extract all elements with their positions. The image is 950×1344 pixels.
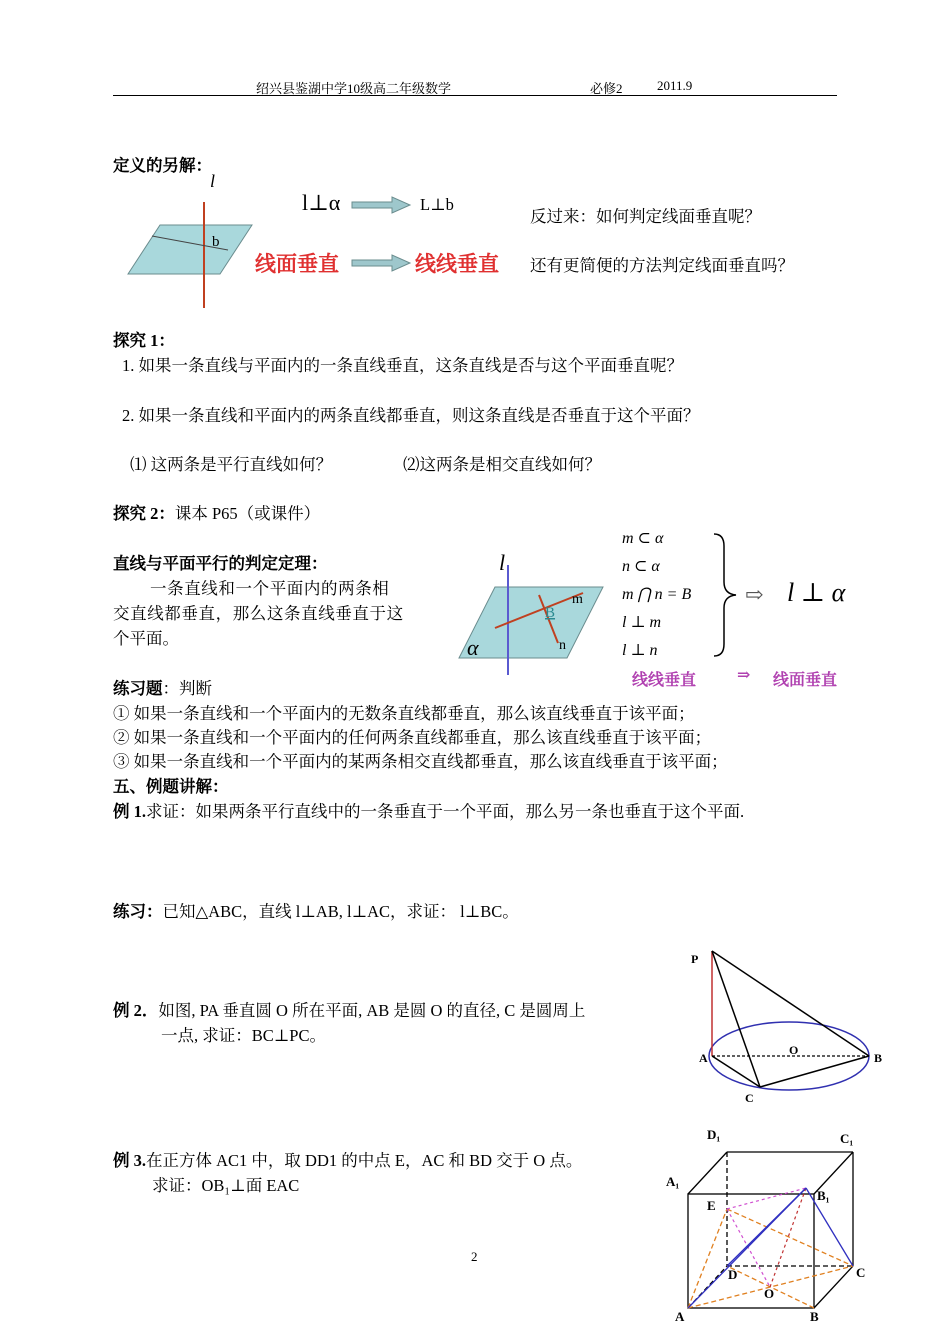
cube-figure <box>660 1122 875 1344</box>
example-1 <box>113 798 744 822</box>
fig2-C: C <box>745 1091 754 1105</box>
question-2: 还有更简便的方法判定线面垂直吗？ <box>530 256 794 275</box>
fig-b-label: b <box>212 234 220 250</box>
ex1-label: 例 1. <box>113 802 146 821</box>
theorem-fig-alpha: α <box>467 635 479 660</box>
fig3-O: O <box>764 1286 775 1301</box>
examples-title: 五、例题讲解： <box>113 777 229 796</box>
fig3-B1: B₁ <box>817 1188 830 1203</box>
theorem-fig-m: m <box>572 592 583 607</box>
implies-arrow-icon: ⇨ <box>745 582 764 607</box>
ex3-line2: 求证：OB₁⊥面 EAC <box>152 1176 300 1195</box>
fig3-B: B <box>810 1309 819 1324</box>
practice-example <box>113 898 519 922</box>
practice-heading <box>113 675 212 699</box>
header-rule <box>113 95 837 96</box>
ex1-text: 求证：如果两条平行直线中的一条垂直于一个平面，那么另一条也垂直于这个平面. <box>146 802 745 821</box>
header-book: 必修2 <box>590 81 623 96</box>
practice-3: ③ 如果一条直线和一个平面内的某两条相交直线都垂直，那么该直线垂直于该平面； <box>113 752 728 771</box>
ex3-line1: 在正方体 AC1 中，取 DD1 的中点 E，AC 和 BD 交于 O 点。 <box>146 1151 583 1170</box>
plane-line-figure <box>120 170 260 310</box>
section1-title: 定义的另解： <box>113 156 212 175</box>
red-right-text: 线线垂直 <box>415 252 499 276</box>
header-school: 绍兴县鉴湖中学10级高二年级数学 <box>256 81 452 96</box>
fig3-A: A <box>675 1309 685 1324</box>
pur-right: 线面垂直 <box>773 672 838 689</box>
cond-3: m ⋂ n = B <box>622 586 692 603</box>
ex2-line1: 如图, PA 垂直圆 O 所在平面, AB 是圆 O 的直径, C 是圆周上 <box>158 1001 586 1020</box>
explore1-item1: 1. 如果一条直线与平面内的一条直线垂直，这条直线是否与这个平面垂直呢？ <box>122 356 683 375</box>
page-number: 2 <box>471 1249 478 1264</box>
arrow-icon-2 <box>350 254 412 272</box>
practice-example-text: 已知△ABC，直线 l⊥AB, l⊥AC，求证： l⊥BC。 <box>162 902 519 921</box>
formula-right: L⊥b <box>420 195 454 214</box>
practice-judge: ：判断 <box>162 679 212 698</box>
theorem-fig-l: l <box>499 550 506 575</box>
formula-left-text: l⊥α <box>302 190 341 215</box>
fig3-E: E <box>707 1198 716 1213</box>
fig3-D1: D₁ <box>707 1127 721 1142</box>
explore2-title: 探究 2： <box>113 504 175 523</box>
practice-1: ① 如果一条直线和一个平面内的无数条直线都垂直，那么该直线垂直于该平面； <box>113 704 695 723</box>
header-date: 2011.9 <box>657 78 693 93</box>
fig2-O: O <box>789 1043 799 1057</box>
theorem-line2: 交直线都垂直，那么这条直线垂直于这 <box>113 604 404 623</box>
fig3-C: C <box>856 1265 866 1280</box>
theorem-line1: 一条直线和一个平面内的两条相 <box>150 579 390 598</box>
red-left-text: 线面垂直 <box>255 252 339 276</box>
formula-left <box>302 190 340 216</box>
circle-cone-figure <box>685 935 895 1110</box>
explore1-sub2: ⑵这两条是相交直线如何？ <box>403 455 601 474</box>
practice-title: 练习题 <box>113 679 163 698</box>
explore1-item2: 2. 如果一条直线和平面内的两条直线都垂直，则这条直线是否垂直于这个平面？ <box>122 406 700 425</box>
cond-5: l ⊥ n <box>622 642 658 659</box>
explore2-line <box>113 500 320 524</box>
theorem-title: 直线与平面平行的判定定理： <box>113 554 328 573</box>
fig2-B: B <box>874 1051 883 1065</box>
cond-2: n ⊂ α <box>622 558 660 575</box>
theorem-fig-B: B <box>545 605 556 621</box>
theorem-line3: 个平面。 <box>113 629 179 648</box>
practice-example-label: 练习： <box>113 902 163 921</box>
ex3-label: 例 3. <box>113 1151 146 1170</box>
fig3-C1: C₁ <box>840 1131 854 1146</box>
cond-4: l ⊥ m <box>622 614 662 631</box>
pur-left: 线线垂直 <box>632 672 697 689</box>
fig2-A: A <box>699 1051 708 1065</box>
pur-arrow-icon: ⇒ <box>737 667 751 684</box>
fig3-D: D <box>728 1267 738 1282</box>
cond-1: m ⊂ α <box>622 530 664 547</box>
arrow-icon <box>350 196 412 214</box>
fig-l-label: l <box>210 171 216 191</box>
fig2-P: P <box>691 952 699 966</box>
ex2-line2: 一点, 求证：BC⊥PC。 <box>161 1026 326 1045</box>
explore2-text: 课本 P65（或课件） <box>174 504 321 523</box>
theorem-conclusion: l ⊥ α <box>787 578 846 607</box>
theorem-fig-n: n <box>559 638 566 653</box>
theorem-figure <box>455 545 610 680</box>
fig3-A1: A₁ <box>666 1174 680 1189</box>
question-1: 反过来：如何判定线面垂直呢？ <box>530 207 761 226</box>
ex2-label: 例 2． <box>113 1001 159 1020</box>
practice-2: ② 如果一条直线和一个平面内的任何两条直线都垂直，那么该直线垂直于该平面； <box>113 728 712 747</box>
brace-icon <box>710 530 740 660</box>
explore1-title: 探究 1： <box>113 331 175 350</box>
example-3 <box>113 1147 582 1171</box>
example-2 <box>113 997 585 1021</box>
explore1-sub1: ⑴ 这两条是平行直线如何？ <box>130 455 333 474</box>
